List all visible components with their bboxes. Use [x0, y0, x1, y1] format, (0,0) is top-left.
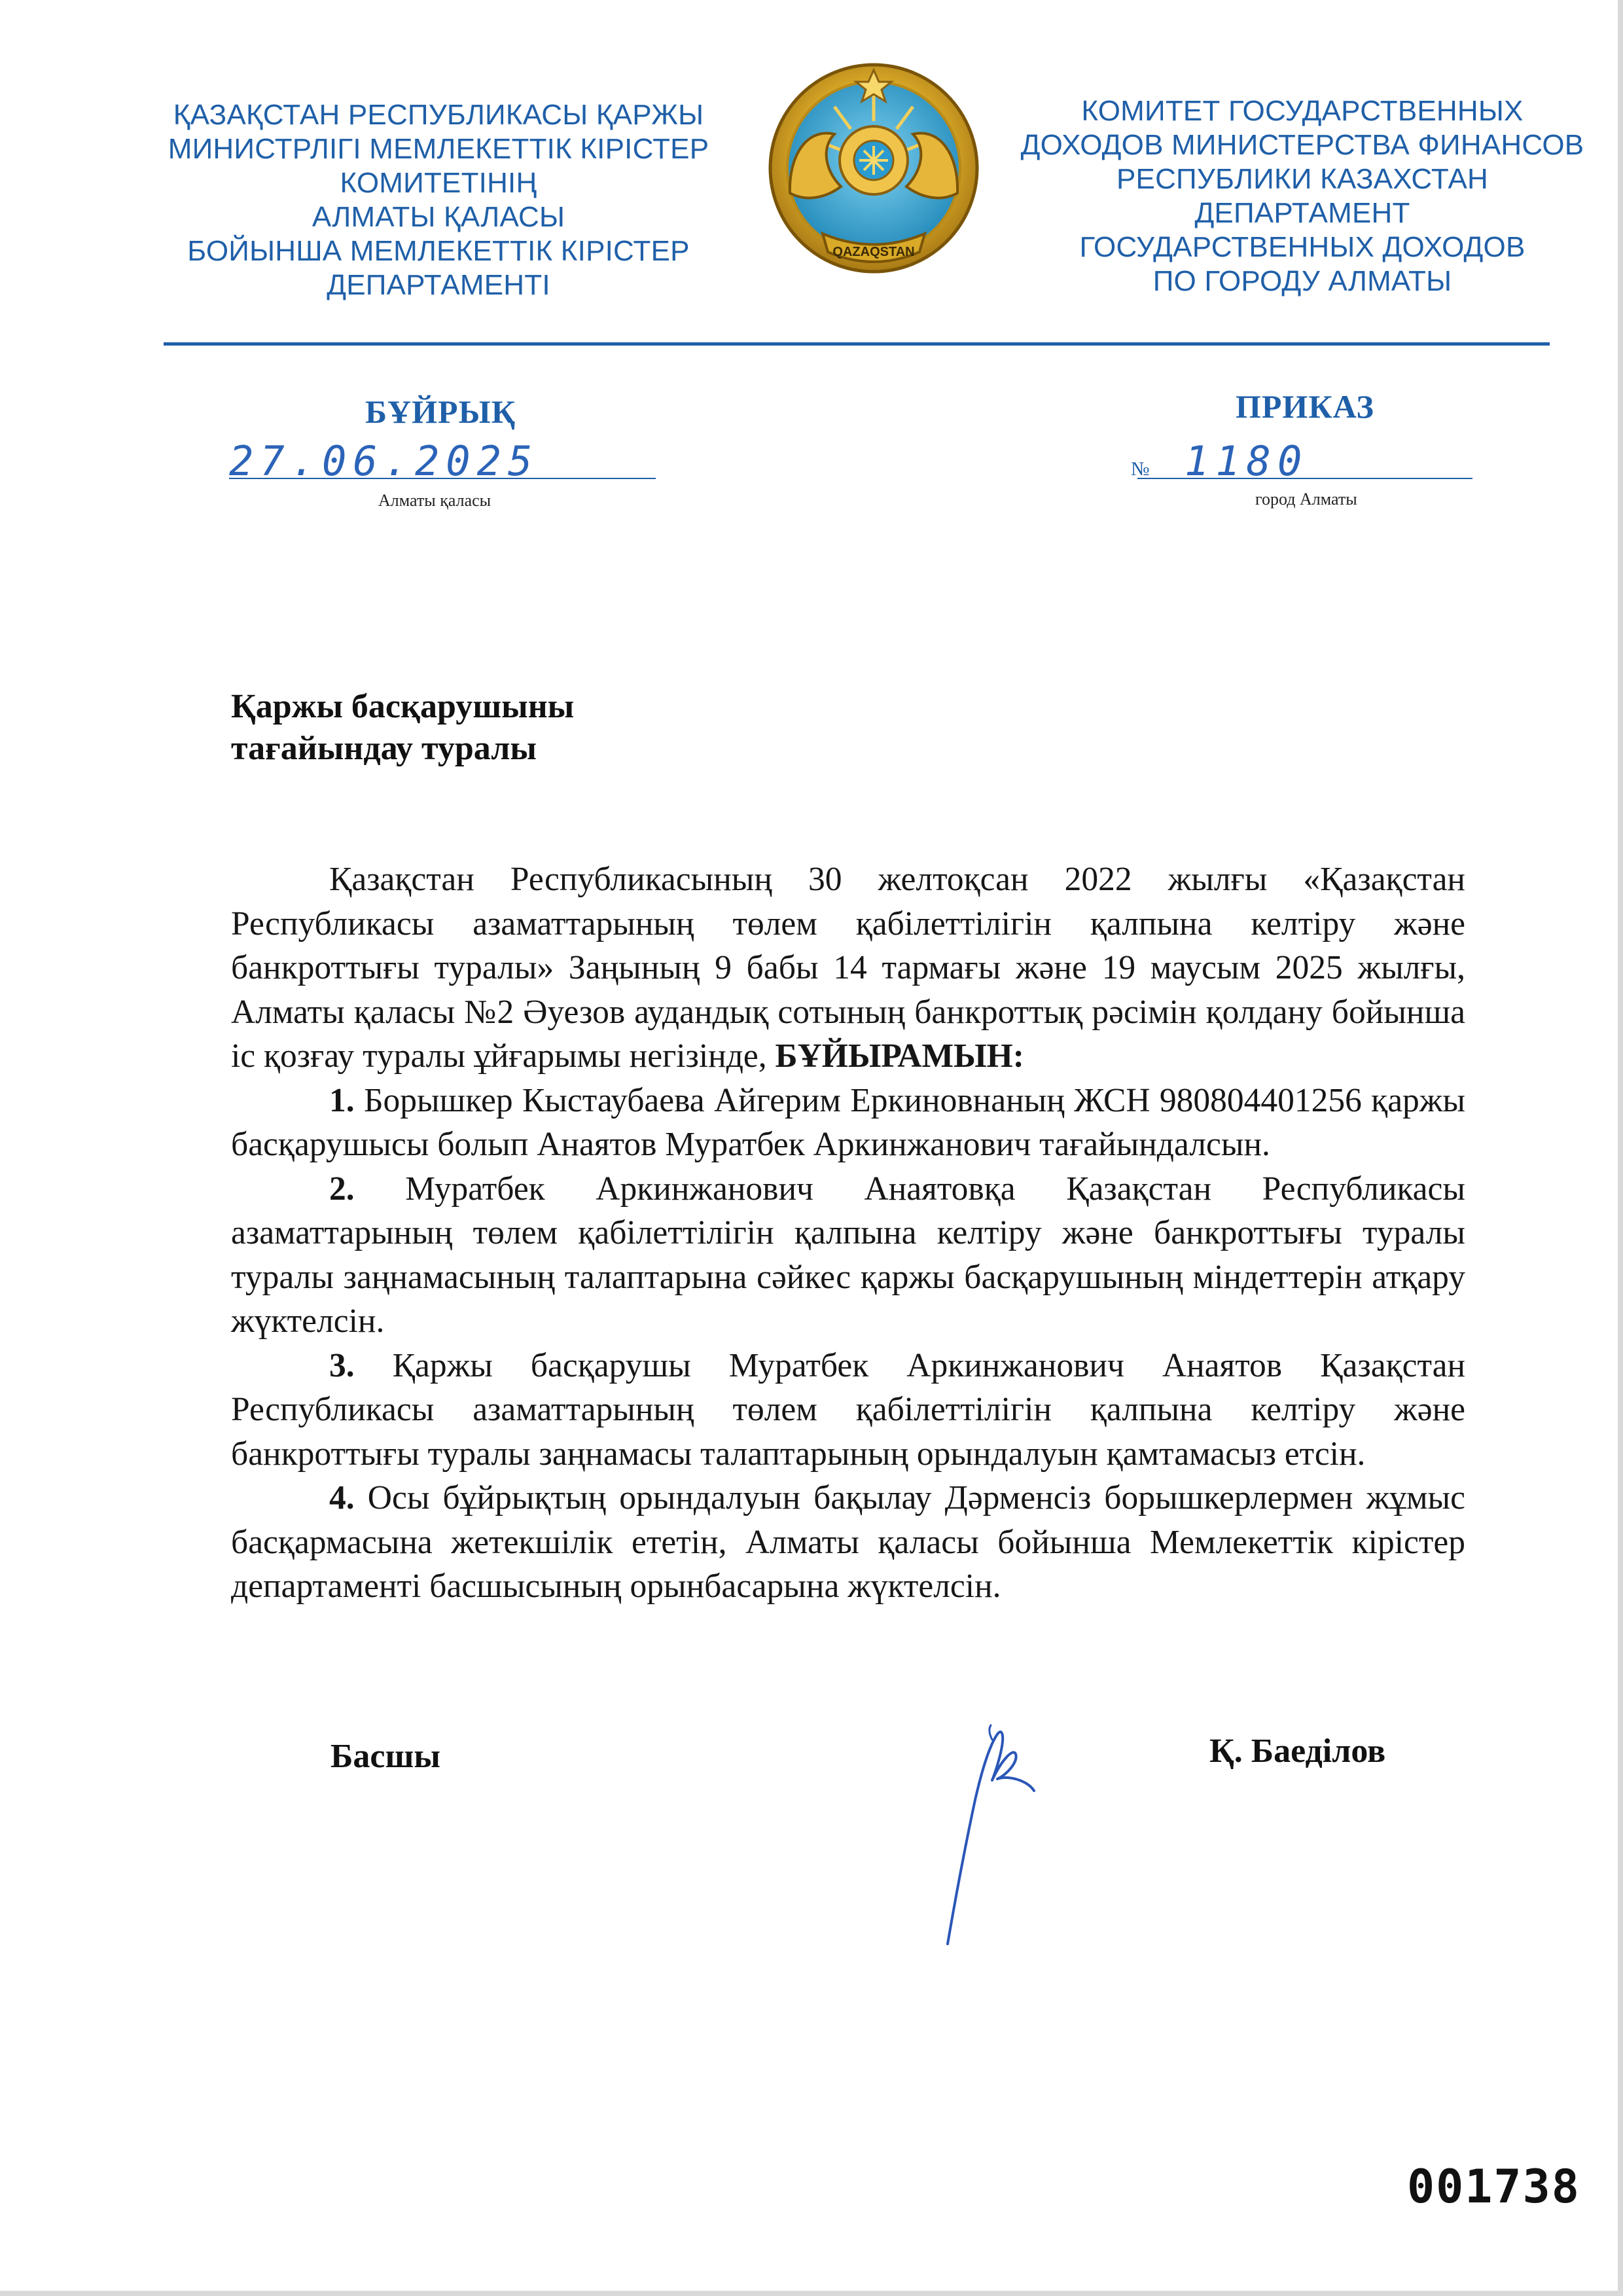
order-body — [231, 857, 1465, 1609]
item-text: Қаржы басқарушы Муратбек Аркинжанович Анаятов Қазақстан Республикасы азаматтарының төлем қабілеттілігін қалпына келтіру және банкроттығы туралы заңнамасы талаптарының орындалуын қамтамасыз етсін. — [231, 1346, 1466, 1473]
header-authority-kk — [131, 98, 746, 302]
order-title-kk: БҰЙРЫҚ — [365, 393, 516, 430]
order-subject — [231, 686, 574, 770]
item-number: 2. — [329, 1170, 355, 1208]
header-line: КОМИТЕТ ГОСУДАРСТВЕННЫХ — [1081, 95, 1524, 127]
item-number: 1. — [329, 1081, 355, 1119]
order-item — [231, 1079, 1465, 1167]
subject-line: тағайындау туралы — [231, 730, 537, 767]
order-date-field — [229, 437, 656, 485]
signatory-name: Қ. Баеділов — [1209, 1732, 1386, 1770]
item-number: 4. — [329, 1479, 355, 1516]
signatory-role: Басшы — [330, 1738, 440, 1775]
order-number: 1180 — [1185, 437, 1309, 485]
order-item — [231, 1167, 1465, 1344]
header-line: ДОХОДОВ МИНИСТЕРСТВА ФИНАНСОВ — [1020, 129, 1584, 161]
order-item — [231, 1476, 1465, 1609]
emblem-text: QAZAQSTAN — [832, 245, 915, 259]
header-line: ДЕПАРТАМЕНТІ — [327, 269, 550, 301]
header-line: ДЕПАРТАМЕНТ — [1194, 197, 1410, 229]
subject-line: Қаржы басқарушыны — [231, 688, 575, 725]
header-divider — [164, 342, 1550, 346]
intro-text: Қазақстан Республикасының 30 желтоқсан 2022 жылғы «Қазақстан Республикасы азаматтарының төлем қабілеттілігін қалпына келтіру және банкроттығы туралы» Заңының 9 бабы 14 тармағы және 19 маусым 2025 жылғы, Алматы қаласы №2 Әуезов аудандық сотының банкроттық рәсімін қолдану бойынша іс қозғау туралы ұйғарымы негізінде, — [231, 861, 1465, 1075]
number-sign: № — [1131, 458, 1150, 480]
header-line: МИНИСТРЛІГІ МЕМЛЕКЕТТІК КІРІСТЕР — [168, 133, 709, 165]
state-emblem-icon — [762, 56, 985, 285]
header-line: БОЙЫНША МЕМЛЕКЕТТІК КІРІСТЕР — [187, 235, 690, 267]
document-serial-number: 001738 — [1407, 2160, 1580, 2214]
order-date: 27.06.2025 — [229, 437, 539, 485]
item-text: Муратбек Аркинжанович Анаятовқа Қазақстан Республикасы азаматтарының төлем қабілеттілігін қалпына келтіру және банкроттығы туралы туралы заңнамасының талаптарына сәйкес қаржы басқарушының міндеттерін атқару жүктелсін. — [231, 1170, 1466, 1340]
order-item — [231, 1344, 1465, 1477]
scan-edge — [1618, 0, 1623, 2296]
intro-paragraph — [231, 857, 1465, 1079]
header-line: РЕСПУБЛИКИ КАЗАХСТАН — [1116, 163, 1489, 195]
header-line: ҚАЗАҚСТАН РЕСПУБЛИКАСЫ ҚАРЖЫ — [173, 99, 704, 131]
item-number: 3. — [329, 1346, 355, 1384]
header-line: ПО ГОРОДУ АЛМАТЫ — [1152, 265, 1452, 297]
city-ru: город Алматы — [1255, 490, 1357, 509]
header-line: АЛМАТЫ ҚАЛАСЫ — [312, 201, 565, 233]
header-line: КОМИТЕТІНІҢ — [340, 167, 537, 199]
item-text: Борышкер Кыстаубаева Айгерим Еркиновнаның ЖСН 980804401256 қаржы басқарушысы болып Анаятов Муратбек Аркинжанович тағайындалсын. — [231, 1081, 1465, 1163]
city-kk: Алматы қаласы — [378, 491, 491, 510]
item-text: Осы бұйрықтың орындалуын бақылау Дәрменсіз борышкерлермен жұмыс басқармасына жетекшілік ететін, Алматы қаласы бойынша Мемлекеттік кірістер департаменті басшысының орынбасарына жүктелсін. — [231, 1479, 1465, 1605]
header-line: ГОСУДАРСТВЕННЫХ ДОХОДОВ — [1079, 231, 1525, 263]
order-number-field — [1137, 437, 1472, 485]
order-title-ru: ПРИКАЗ — [1236, 388, 1374, 425]
header-authority-ru — [1008, 94, 1597, 298]
handwritten-signature-icon — [929, 1702, 1067, 1950]
decree-word: БҰЙЫРАМЫН: — [775, 1037, 1024, 1075]
scan-edge — [0, 2291, 1623, 2296]
